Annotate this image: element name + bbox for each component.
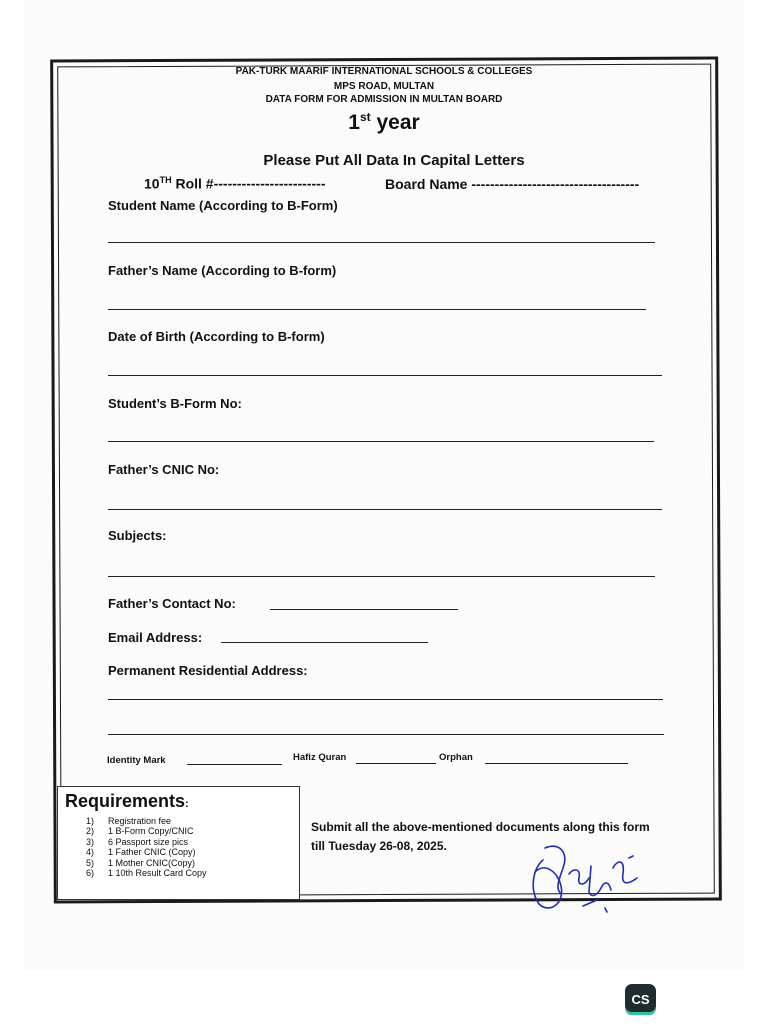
address-line-2[interactable] [108,734,664,735]
submission-note-line-1: Submit all the above-mentioned documents along this form [311,820,650,834]
father-name-line[interactable] [108,309,646,310]
orphan-label: Orphan [439,752,473,763]
dob-label: Date of Birth (According to B-form) [108,329,325,344]
school-name: PAK-TURK MAARIF INTERNATIONAL SCHOOLS & COLLEGES [235,66,533,77]
email-label: Email Address: [108,630,203,645]
camscanner-logo: CS [625,984,656,1015]
requirements-box [57,786,300,900]
requirements-list [86,816,207,878]
email-line[interactable] [221,642,428,643]
hafiz-quran-label: Hafiz Quran [293,752,347,763]
father-cnic-label: Father’s CNIC No: [108,462,220,477]
bform-line[interactable] [108,441,654,442]
identity-mark-line[interactable] [187,764,282,765]
list-item: 5) 1 Mother CNIC(Copy) [86,857,196,868]
dob-line[interactable] [108,375,662,376]
subjects-line[interactable] [108,576,655,577]
class-year: 1st year [348,110,420,134]
roll-number-field[interactable]: 10TH Roll #------------------------ [144,175,326,192]
requirements-title: Requirements: [65,791,189,811]
signature [525,838,650,918]
hafiz-quran-line[interactable] [356,763,436,764]
board-name-field[interactable]: Board Name ------------------------------------ [385,176,640,192]
address-label: Permanent Residential Address: [108,663,308,678]
list-item: 2) 1 B-Form Copy/CNIC [86,826,194,837]
submission-note-line-2: till Tuesday 26-08, 2025. [311,839,447,853]
father-name-label: Father’s Name (According to B-form) [108,263,337,278]
list-item: 3) 6 Passport size pics [86,836,189,847]
father-contact-label: Father’s Contact No: [108,596,236,611]
list-item: 6) 1 10th Result Card Copy [86,868,207,879]
father-cnic-line[interactable] [108,509,662,510]
bform-label: Student’s B-Form No: [108,396,242,411]
address-line-1[interactable] [108,699,663,700]
list-item: 4) 1 Father CNIC (Copy) [86,847,196,858]
school-address: MPS ROAD, MULTAN [333,81,435,92]
orphan-line[interactable] [485,763,628,764]
student-name-line[interactable] [108,242,655,243]
student-name-label: Student Name (According to B-Form) [108,198,338,213]
capital-letters-instruction: Please Put All Data In Capital Letters [263,152,525,169]
form-title: DATA FORM FOR ADMISSION IN MULTAN BOARD [265,94,503,105]
subjects-label: Subjects: [108,528,167,543]
identity-mark-label: Identity Mark [107,755,166,766]
father-contact-line[interactable] [270,609,458,610]
list-item: 1) Registration fee [86,816,172,826]
